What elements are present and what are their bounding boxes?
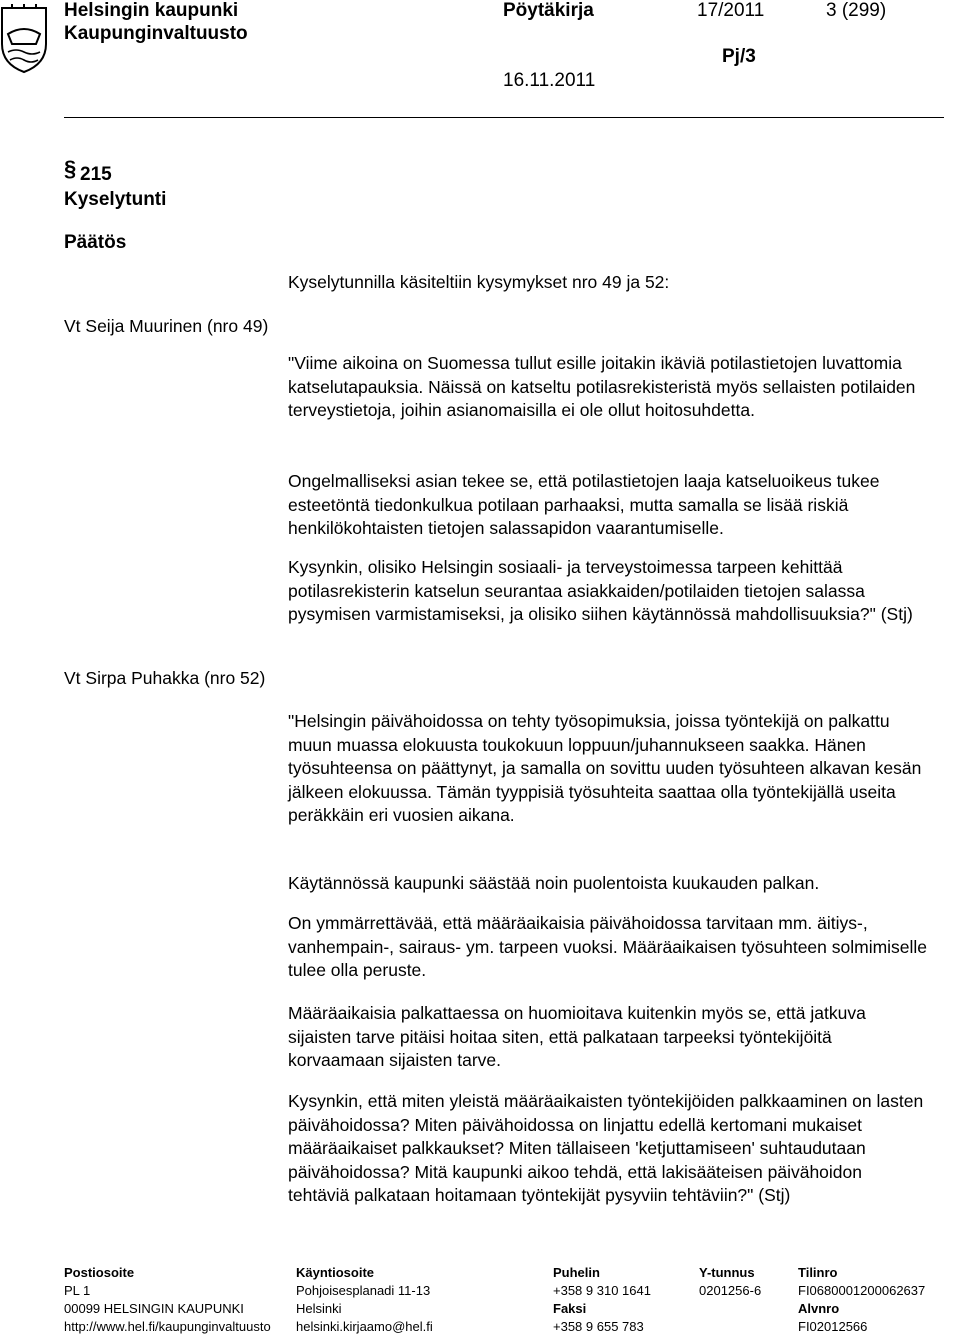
- q52-paragraph-5: Kysynkin, että miten yleistä määräaikaisten työntekijöiden palkkaaminen on lasten päivähoidossa? Miten päivähoidossa on linjattu edellä kertomani mukaiset määräaikaiset palkkaukset? Miten tällaiseen 'ketjuttamiseen' suhtaudutaan päivähoidossa? Mitä kaupunki aikoo tehdä, että lakisääteisen päivähoidon tehtäviä palkataan hoitamaan työntekijät pysyviin tehtäviin?" (Stj): [288, 1091, 924, 1205]
- footer-account: [798, 1264, 925, 1336]
- footer-postal-label: Postiosoite: [64, 1265, 135, 1280]
- q52-paragraph-3: On ymmärrettävää, että määräaikaisia päivähoidossa tarvitaan mm. äitiys-, vanhempain-, sairaus- ym. tarpeen vuoksi. Määräaikaisen työsuhteen solmimiselle tulee olla peruste.: [288, 913, 928, 980]
- q52-paragraph-4: Määräaikaisia palkattaessa on huomioitava kuitenkin myös se, että jatkuva sijaisten tarve pitäisi hoitaa siten, että palkataan tarpeeksi työntekijöitä korvaamaan sijaisten tarve.: [288, 1003, 866, 1070]
- footer-account-label: Tilinro: [798, 1265, 838, 1280]
- footer-website-link[interactable]: http://www.hel.fi/kaupunginvaltuusto: [64, 1319, 271, 1334]
- footer-visit: [296, 1264, 433, 1336]
- footer-phone-number: +358 9 310 1641: [553, 1283, 651, 1298]
- helsinki-crest-logo: [0, 4, 48, 74]
- section-code: Pj/3: [722, 46, 756, 67]
- footer-account-value: FI0680001200062637: [798, 1283, 926, 1298]
- footer-ytunnus-value: 0201256-6: [699, 1283, 762, 1298]
- footer-fax-label: Faksi: [553, 1301, 587, 1316]
- item-number: 215: [80, 164, 112, 185]
- speaker-muurinen: Vt Seija Muurinen (nro 49): [64, 316, 269, 336]
- q49-paragraph-3: Kysynkin, olisiko Helsingin sosiaali- ja terveystoimessa tarpeen kehittää potilasrekisterin katselun seurantaa asiakkaiden/potilaiden tietojen salassa pysymisen varmistamiseksi, ja olisiko siihen käytännössä mahdollisuuksia?" (Stj): [288, 557, 913, 624]
- q49-paragraph-2: Ongelmalliseksi asian tekee se, että potilastietojen laaja katseluoikeus tukee esteetöntä tiedonkulkua potilaan parhaaksi, mutta samalla se lisää riskiä henkilökohtaisten tietojen salassapidon vaarantumiselle.: [288, 471, 880, 538]
- section-mark: §: [64, 156, 77, 181]
- doc-number: 17/2011: [697, 0, 765, 21]
- footer-ytunnus: [699, 1264, 761, 1300]
- footer-phone-label: Puhelin: [553, 1265, 600, 1280]
- footer-ytunnus-label: Y-tunnus: [699, 1265, 755, 1280]
- q52-paragraph-1: "Helsingin päivähoidossa on tehty työsopimuksia, joissa työntekijä on palkattu muun muassa elokuusta toukokuun loppuun/juhannukseen saakka. Hänen työsuhteensa on päättynyt, ja samalla on sovittu uuden työsuhteen alkavan kesän jälkeen elokuussa. Tämän tyyppisiä työsuhteita saattaa olla työntekijällä useita peräkkäin eri vuosien aikana.: [288, 711, 922, 825]
- footer-postal-line1: PL 1: [64, 1283, 91, 1298]
- q52-paragraph-2: Käytännössä kaupunki säästää noin puolentoista kuukauden palkan.: [288, 873, 820, 893]
- footer-postal: [64, 1264, 271, 1336]
- intro-text: Kyselytunnilla käsiteltiin kysymykset nro 49 ja 52:: [288, 272, 670, 292]
- footer-visit-line1: Pohjoisesplanadi 11-13: [296, 1283, 431, 1298]
- header-rule: [64, 117, 944, 118]
- footer-phone: [553, 1264, 651, 1336]
- footer-vat-value: FI02012566: [798, 1319, 868, 1334]
- footer-vat-label: Alvnro: [798, 1301, 840, 1316]
- meeting-date: 16.11.2011: [503, 70, 596, 91]
- doc-type: Pöytäkirja: [503, 0, 594, 21]
- footer-visit-label: Käyntiosoite: [296, 1265, 375, 1280]
- decision-heading: Päätös: [64, 232, 127, 253]
- footer-fax-number: +358 9 655 783: [553, 1319, 644, 1334]
- footer-visit-line2: Helsinki: [296, 1301, 342, 1316]
- org-name: Helsingin kaupunki: [64, 0, 239, 21]
- footer-postal-line2: 00099 HELSINGIN KAUPUNKI: [64, 1301, 244, 1316]
- body-name: Kaupunginvaltuusto: [64, 23, 248, 44]
- footer-email-link[interactable]: helsinki.kirjaamo@hel.fi: [296, 1319, 433, 1334]
- item-title: Kyselytunti: [64, 189, 167, 210]
- q49-paragraph-1: "Viime aikoina on Suomessa tullut esille joitakin ikäviä potilastietojen luvattomia katselutapauksia. Näissä on katseltu potilasrekisteristä myös sellaisten potilaiden terveystietoja, joihin asianomaisilla ei ole ollut hoitosuhdetta.: [288, 353, 916, 420]
- page-number: 3 (299): [826, 0, 887, 21]
- speaker-puhakka: Vt Sirpa Puhakka (nro 52): [64, 668, 266, 688]
